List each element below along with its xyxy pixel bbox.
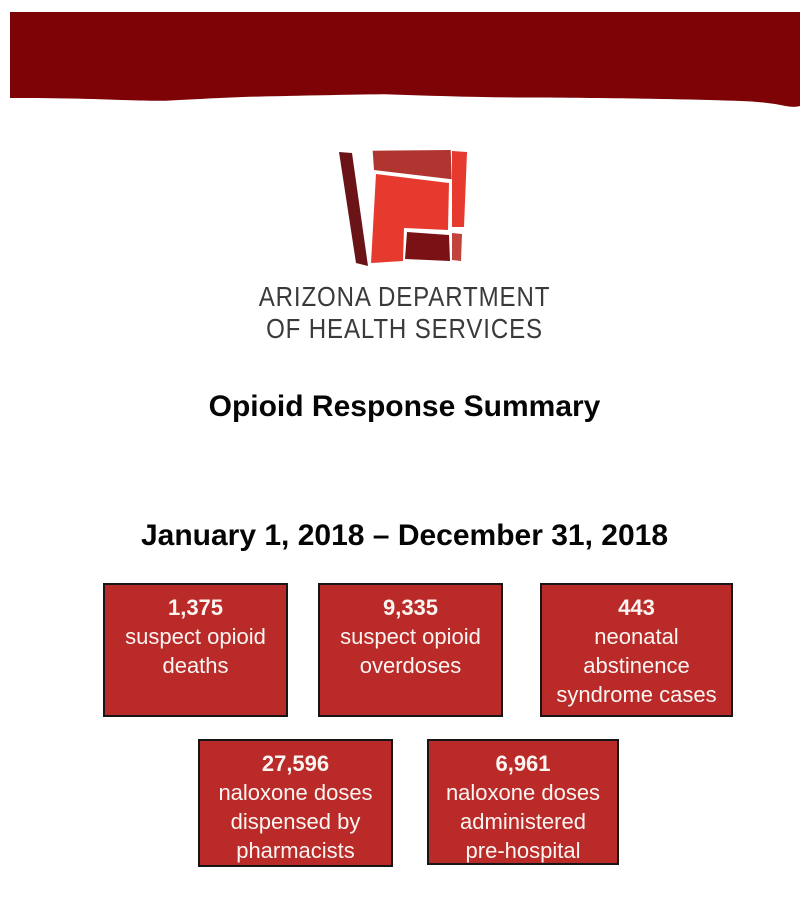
logo-wordmark-line1: ARIZONA DEPARTMENT xyxy=(258,281,551,312)
stat-label-line: pharmacists xyxy=(236,838,355,863)
stat-label-line: naloxone doses xyxy=(445,780,601,805)
page-title: Opioid Response Summary xyxy=(208,390,601,423)
stat-label-line: pre-hospital xyxy=(465,838,581,863)
stat-label-line: naloxone doses xyxy=(218,780,373,805)
stat-label-line: suspect opioid xyxy=(125,624,266,649)
stat-value: 27,596 xyxy=(261,751,330,776)
stat-box-suspect-opioid-overdoses xyxy=(318,583,503,717)
stat-label-line: deaths xyxy=(162,653,229,678)
stat-box-naloxone-administered xyxy=(427,739,619,865)
stat-label-line: overdoses xyxy=(359,653,462,678)
stat-value: 6,961 xyxy=(495,751,551,776)
date-range: January 1, 2018 – December 31, 2018 xyxy=(140,519,669,552)
stat-label-line: administered xyxy=(460,809,586,834)
adhs-logo-icon xyxy=(336,145,470,268)
stat-label-line: neonatal xyxy=(594,624,679,649)
stat-label-line: dispensed by xyxy=(230,809,361,834)
header-banner xyxy=(0,0,809,115)
stat-label-line: suspect opioid xyxy=(340,624,481,649)
logo-wordmark-line2: OF HEALTH SERVICES xyxy=(266,313,543,344)
stat-box-naloxone-dispensed xyxy=(198,739,393,867)
stat-label-line: abstinence xyxy=(583,653,690,678)
stat-box-suspect-opioid-deaths xyxy=(103,583,288,717)
stat-value: 9,335 xyxy=(382,595,439,620)
stat-label-line: syndrome cases xyxy=(556,682,717,707)
stat-value: 443 xyxy=(618,595,655,620)
logo-wordmark xyxy=(0,281,809,345)
stat-box-neonatal-abstinence-syndrome xyxy=(540,583,733,717)
stat-value: 1,375 xyxy=(167,595,224,620)
